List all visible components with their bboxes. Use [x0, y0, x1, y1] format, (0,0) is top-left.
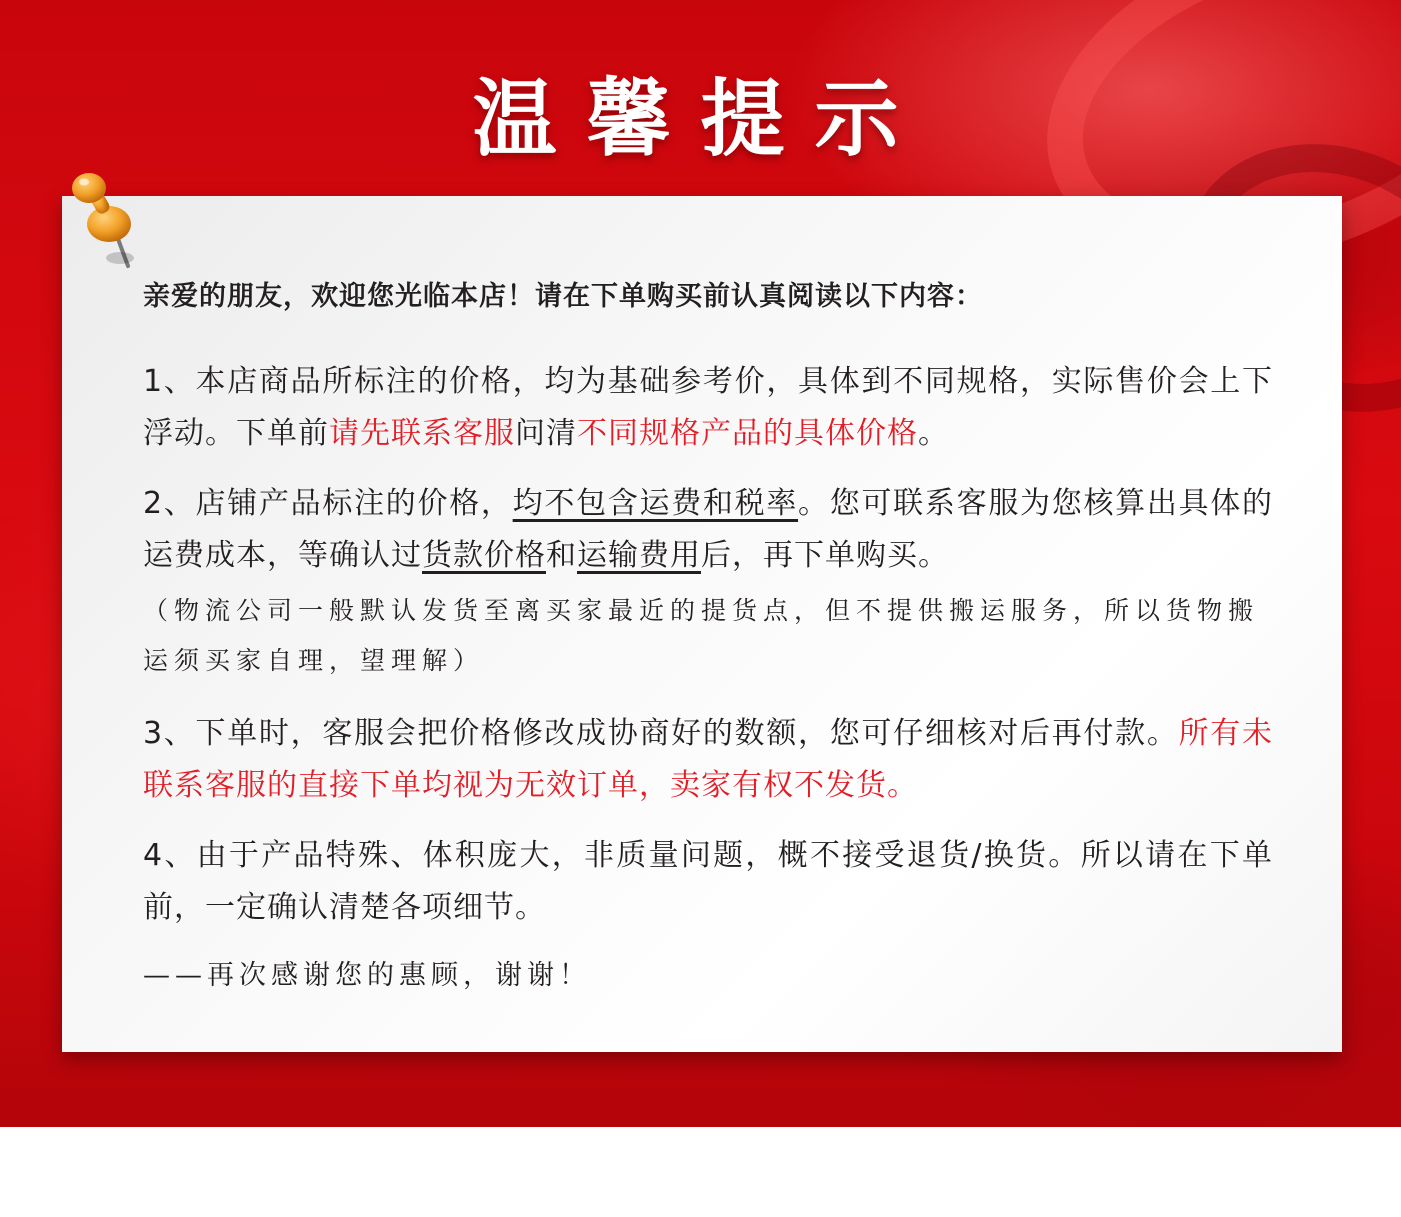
- notice-item-2: [143, 478, 1273, 582]
- intro-text: 亲爱的朋友，欢迎您光临本店！请在下单购买前认真阅读以下内容：: [143, 281, 983, 312]
- page-title: 温馨提示: [472, 70, 929, 168]
- item-text: 。: [918, 416, 949, 451]
- notice-item-1: [143, 356, 1273, 460]
- underlined-text: 货款价格: [422, 538, 546, 573]
- highlight-text: 不同规格产品的具体价格: [577, 416, 918, 451]
- item-text: 和: [546, 538, 577, 573]
- highlight-text: 请先联系客服: [329, 416, 515, 451]
- pushpin-icon: [62, 166, 142, 276]
- item-text: 。您可联系客服为您核算出具体的运费成本，等确认过: [143, 486, 1274, 573]
- item-text: 2、店铺产品标注的价格，: [143, 486, 513, 521]
- notice-content: [143, 274, 1273, 1000]
- underlined-text: 运输费用: [577, 538, 701, 573]
- underlined-text: 均不包含运费和税率: [512, 486, 799, 521]
- item-text: 3、下单时，客服会把价格修改成协商好的数额，您可仔细核对后再付款。: [143, 716, 1179, 751]
- thanks-text: ——再次感谢您的惠顾，谢谢！: [143, 960, 591, 991]
- item-text: 1、本店商品所标注的价格，均为基础参考价，具体到不同规格，实际售价会上下浮动。下单前: [143, 364, 1273, 451]
- highlight-text: 所有未联系客服的直接下单均视为无效订单，卖家有权不发货。: [143, 716, 1274, 803]
- item-text: 问清: [515, 416, 577, 451]
- shipping-note: （物流公司一般默认发货至离买家最近的提货点，但不提供搬运服务，所以货物搬运须买家自理，望理解）: [143, 596, 1260, 675]
- notice-item-4: [143, 830, 1273, 934]
- item-text: 4、由于产品特殊、体积庞大，非质量问题，概不接受退货/换货。所以请在下单前，一定确认清楚各项细节。: [143, 838, 1273, 925]
- notice-item-3: [143, 708, 1273, 812]
- item-text: 后，再下单购买。: [701, 538, 949, 573]
